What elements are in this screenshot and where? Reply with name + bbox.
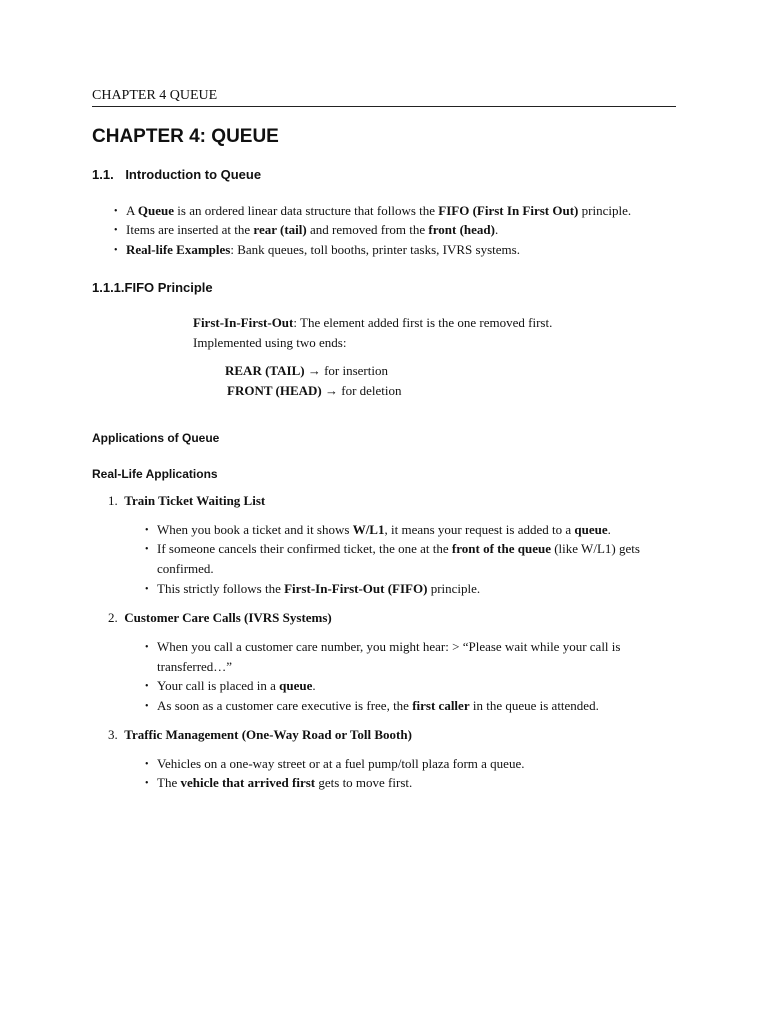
section-heading-intro <box>92 167 261 182</box>
fifo-rear: REAR (TAIL) → for insertion <box>225 363 388 378</box>
chapter-title: CHAPTER 4: QUEUE <box>92 126 279 147</box>
bullet-icon: • <box>145 759 149 770</box>
bullet-icon: • <box>114 206 118 217</box>
bullet-icon: • <box>145 778 149 789</box>
list-item: Items are inserted at the rear (tail) and removed from the front (head). <box>126 222 499 237</box>
list-item: Real-life Examples: Bank queues, toll booths, printer tasks, IVRS systems. <box>126 242 520 257</box>
list-item: When you call a customer care number, you might hear: > “Please wait while your call is <box>157 639 621 654</box>
list-item: This strictly follows the First-In-First-Out (FIFO) principle. <box>157 581 481 596</box>
fifo-implemented: Implemented using two ends: <box>193 335 347 350</box>
bullet-icon: • <box>145 544 149 555</box>
numbered-item: 1. Train Ticket Waiting List <box>108 493 266 508</box>
section-title: Introduction to Queue <box>125 167 262 182</box>
bullet-icon: • <box>114 245 118 256</box>
fifo-front: FRONT (HEAD) → for deletion <box>227 383 402 398</box>
real-life-heading: Real-Life Applications <box>92 467 218 481</box>
list-item-continuation: confirmed. <box>157 561 214 576</box>
bullet-icon: • <box>145 584 149 595</box>
list-item: A Queue is an ordered linear data structure that follows the FIFO (First In First Out) principle. <box>126 203 632 218</box>
bullet-icon: • <box>145 701 149 712</box>
list-item-continuation: transferred…” <box>157 659 233 674</box>
bullet-icon: • <box>145 525 149 536</box>
applications-heading: Applications of Queue <box>92 431 220 445</box>
bullet-icon: • <box>114 225 118 236</box>
list-item: The vehicle that arrived first gets to move first. <box>157 775 413 790</box>
subsection-heading-fifo: 1.1.1.FIFO Principle <box>92 280 213 295</box>
list-item: Your call is placed in a queue. <box>157 678 316 693</box>
running-header: CHAPTER 4 QUEUE <box>92 88 676 107</box>
list-item: As soon as a customer care executive is free, the first caller in the queue is attended. <box>157 698 599 713</box>
section-number: 1.1. <box>92 167 114 182</box>
list-item: When you book a ticket and it shows W/L1, it means your request is added to a queue. <box>157 522 611 537</box>
numbered-item: 3. Traffic Management (One-Way Road or Toll Booth) <box>108 727 412 742</box>
numbered-item: 2. Customer Care Calls (IVRS Systems) <box>108 610 332 625</box>
list-item: If someone cancels their confirmed ticket, the one at the front of the queue (like W/L1) gets <box>157 541 640 556</box>
bullet-icon: • <box>145 681 149 692</box>
bullet-icon: • <box>145 642 149 653</box>
list-item: Vehicles on a one-way street or at a fuel pump/toll plaza form a queue. <box>157 756 525 771</box>
fifo-definition: First-In-First-Out: The element added first is the one removed first. <box>193 315 553 330</box>
